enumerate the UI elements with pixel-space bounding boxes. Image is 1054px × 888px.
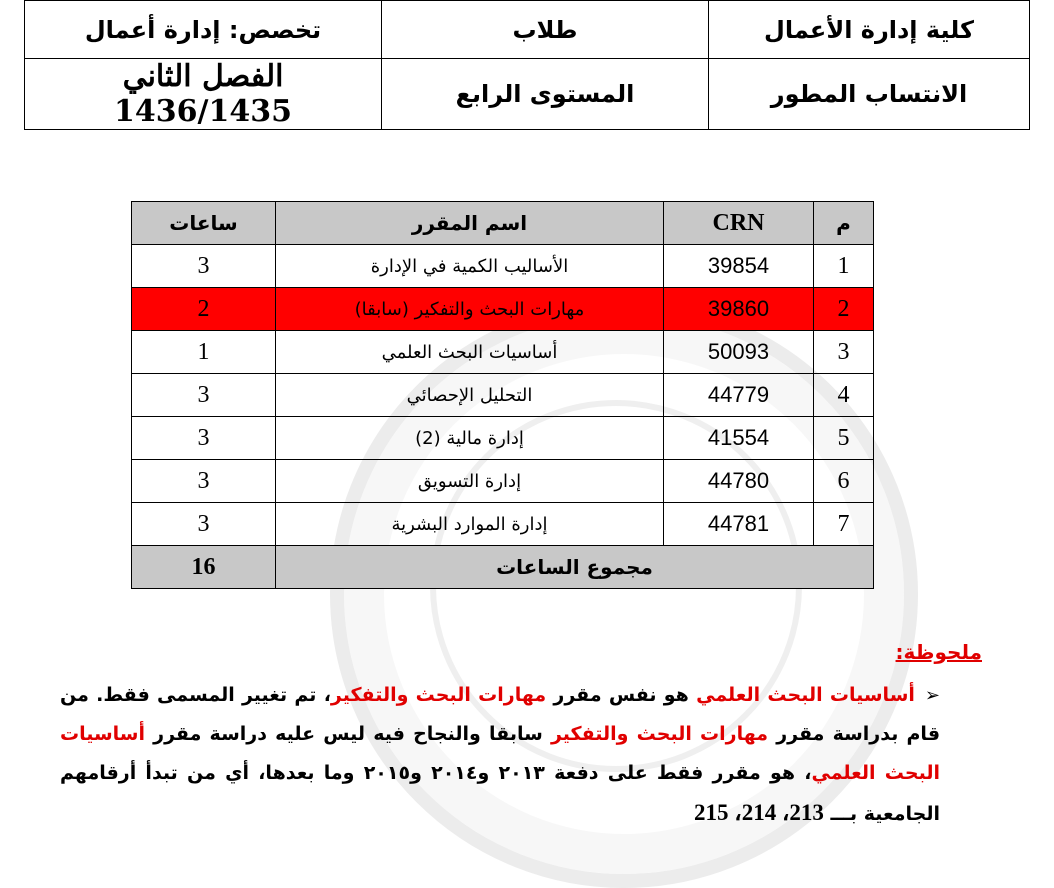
- row-num: 7: [814, 503, 874, 546]
- note-course-old-name: مهارات البحث والتفكير: [330, 684, 547, 706]
- note-course-old-name: مهارات البحث والتفكير: [550, 723, 769, 745]
- col-header-num: م: [814, 202, 874, 245]
- row-hours: 3: [132, 417, 276, 460]
- level-cell: المستوى الرابع: [382, 59, 709, 130]
- note-title: ملحوظة:: [895, 640, 982, 664]
- table-row: [132, 374, 874, 417]
- row-crn: 39860: [664, 288, 814, 331]
- row-course-name: أساسيات البحث العلمي: [276, 331, 664, 374]
- row-hours: 3: [132, 460, 276, 503]
- col-header-crn: CRN: [664, 202, 814, 245]
- row-crn: 44781: [664, 503, 814, 546]
- header-row-1: [25, 1, 1030, 59]
- table-row: [132, 460, 874, 503]
- table-row: [132, 245, 874, 288]
- header-row-2: [25, 59, 1030, 130]
- note-text: هو نفس مقرر: [546, 684, 697, 706]
- semester-cell: الفصل الثاني 1436/1435: [25, 59, 382, 130]
- row-num: 6: [814, 460, 874, 503]
- row-course-name: الأساليب الكمية في الإدارة: [276, 245, 664, 288]
- row-hours: 3: [132, 374, 276, 417]
- row-hours: 3: [132, 245, 276, 288]
- students-cell: طلاب: [382, 1, 709, 59]
- courses-header-row: [132, 202, 874, 245]
- row-course-name: إدارة الموارد البشرية: [276, 503, 664, 546]
- row-crn: 44780: [664, 460, 814, 503]
- row-num: 1: [814, 245, 874, 288]
- row-hours: 2: [132, 288, 276, 331]
- row-course-name: مهارات البحث والتفكير (سابقا): [276, 288, 664, 331]
- table-row-highlighted: [132, 288, 874, 331]
- table-row: [132, 331, 874, 374]
- row-num: 4: [814, 374, 874, 417]
- note-student-id-prefixes: 213، 214، 215: [694, 800, 824, 825]
- row-num: 2: [814, 288, 874, 331]
- row-crn: 41554: [664, 417, 814, 460]
- table-row: [132, 503, 874, 546]
- college-cell: كلية إدارة الأعمال: [709, 1, 1030, 59]
- note-course-new-name: أساسيات البحث العلمي: [696, 684, 915, 706]
- col-header-name: اسم المقرر: [276, 202, 664, 245]
- row-hours: 1: [132, 331, 276, 374]
- table-row: [132, 417, 874, 460]
- row-hours: 3: [132, 503, 276, 546]
- note-text: ، هو مقرر فقط على دفعة ٢٠١٣ و٢٠١٤ و٢٠١٥ وما بعدها، أي من تبدأ أرقامهم الجامعية بـــ: [60, 762, 940, 825]
- total-label: مجموع الساعات: [276, 546, 874, 589]
- major-cell: تخصص: إدارة أعمال: [25, 1, 382, 59]
- row-num: 5: [814, 417, 874, 460]
- total-hours: 16: [132, 546, 276, 589]
- note-course-new-name: أساسيات البحث العلمي: [60, 723, 940, 784]
- row-course-name: إدارة مالية (2): [276, 417, 664, 460]
- row-crn: 44779: [664, 374, 814, 417]
- program-cell: الانتساب المطور: [709, 59, 1030, 130]
- arrow-bullet-icon: ➢: [924, 685, 940, 706]
- row-crn: 50093: [664, 331, 814, 374]
- row-crn: 39854: [664, 245, 814, 288]
- note-body: [60, 676, 940, 834]
- header-table: [24, 0, 1030, 130]
- total-row: [132, 546, 874, 589]
- note-text: ، تم تغيير المسمى فقط. من قام بدراسة مقرر: [60, 684, 941, 745]
- col-header-hours: ساعات: [132, 202, 276, 245]
- courses-table: [131, 201, 874, 589]
- row-course-name: التحليل الإحصائي: [276, 374, 664, 417]
- note-text: سابقا والنجاح فيه ليس عليه دراسة مقرر: [145, 723, 551, 745]
- row-course-name: إدارة التسويق: [276, 460, 664, 503]
- row-num: 3: [814, 331, 874, 374]
